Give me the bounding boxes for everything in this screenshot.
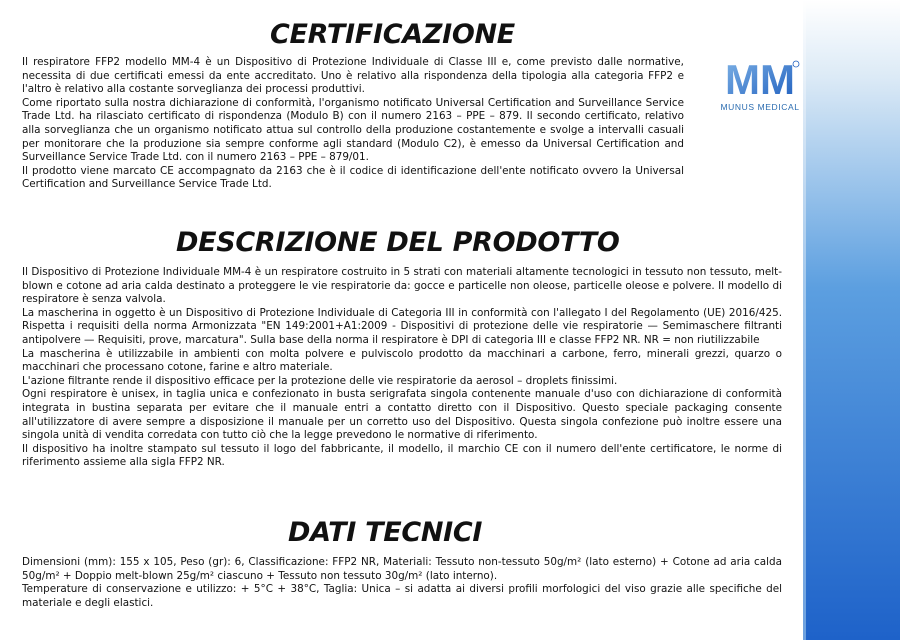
paragraph: La mascherina in oggetto è un Dispositivo di Protezione Individuale di Categoria III in conformità con l'allegato I del Regolamento (UE) 2016/425. Rispetta i requisiti della norma Armonizzata "EN 149:2001+A1:2009 - Dispositivi di protezione delle vie respiratorie — Semimaschere filtranti antipolvere — Requisiti, prove, marcatura". Sulla base della norma il respiratore è DPI di categoria III e classe FFP2 NR. NR = non riutilizzabile <box>22 306 782 346</box>
decorative-sidebar <box>803 0 900 640</box>
descrizione-body <box>22 266 782 470</box>
paragraph: L'azione filtrante rende il dispositivo efficace per la protezione delle vie respiratorie da aerosol – droplets finissimi. <box>22 374 618 387</box>
paragraph: Ogni respiratore è unisex, in taglia unica e confezionato in busta serigrafata singola contenente manuale d'uso con dichiarazione di conformità integrata in bustina separata per evitare che il manuale entri a contatto diretto con il Dispositivo. Questo speciale packaging consente all'utilizzatore di avere sempre a disposizione il manuale per un corretto uso del Dispositivo. Questa singola confezione può inoltre essere una singola unità di vendita corredata con tutto ciò che la legge prevedono le normative di riferimento. <box>22 388 782 442</box>
section-title-descrizione: DESCRIZIONE DEL PRODOTTO <box>176 227 620 258</box>
mm-logo-mark-icon <box>710 56 810 100</box>
munus-medical-logo <box>710 56 810 116</box>
paragraph: Temperature di conservazione e utilizzo: + 5°C + 38°C, Taglia: Unica – si adatta ai diversi profili morfologici del viso grazie alle specifiche del materiale e degli elastici. <box>22 583 782 609</box>
section-title-dati-tecnici: DATI TECNICI <box>288 517 483 548</box>
paragraph: Dimensioni (mm): 155 x 105, Peso (gr): 6, Classificazione: FFP2 NR, Materiali: Tessuto non-tessuto 50g/m² (lato esterno) + Cotone ad aria calda 50g/m² + Doppio melt-blown 25g/m² ciascuno + Tessuto non tessuto 30g/m² (lato interno). <box>22 556 782 582</box>
paragraph: Il dispositivo ha inoltre stampato sul tessuto il logo del fabbricante, il modello, il marchio CE con il numero dell'ente certificatore, le norme di riferimento assieme alla sigla FFP2 NR. <box>22 442 782 469</box>
certificazione-body <box>22 56 684 192</box>
paragraph: La mascherina è utilizzabile in ambienti con molta polvere e pulviscolo prodotto da macchinari a carbone, ferro, minerali grezzi, quarzo o macchinari che processano cotone, farine e altro materiale. <box>22 347 782 374</box>
paragraph: Il prodotto viene marcato CE accompagnato da 2163 che è il codice di identificazione dell'ente notificato ovvero la Universal Certification and Surveillance Service Trade Ltd. <box>22 164 684 191</box>
paragraph: Il respiratore FFP2 modello MM-4 è un Dispositivo di Protezione Individuale di Classe III e, come previsto dalle normative, necessita di due certificati emessi da ente accreditato. Uno è relativo alla rispondenza della tipologia alla categoria FFP2 e l'altro è relativo alla costante sorveglianza dei processi produttivi. <box>22 56 684 96</box>
document-page <box>22 0 800 640</box>
paragraph: Come riportato sulla nostra dichiarazione di conformità, l'organismo notificato Universal Certification and Surveillance Service Trade Ltd. ha rilasciato certificato di rispondenza (Modulo B) con il numero 2163 – PPE – 879. Il secondo certificato, relativo alla sorveglianza che un organismo notificato attua sul controllo della produzione costantemente e svolge a intervalli casuali per monitorare che la produzione sia sempre conforme agli standard (Modulo C2), è emesso da Universal Certification and Surveillance Service Trade Ltd. con il numero 2163 – PPE – 879/01. <box>22 96 684 164</box>
logo-caption: MUNUS MEDICAL <box>720 102 800 112</box>
section-title-certificazione: CERTIFICAZIONE <box>270 19 515 50</box>
paragraph: Il Dispositivo di Protezione Individuale MM-4 è un respiratore costruito in 5 strati con materiali altamente tecnologici in tessuto non tessuto, melt-blown e cotone ad aria calda destinato a proteggere le vie respiratorie da: gocce e particelle non oleose, particelle oleose e polvere. Il modello di respiratore è senza valvola. <box>22 266 782 306</box>
logo-mark-text: MM <box>725 56 795 100</box>
dati-tecnici-body <box>22 556 782 610</box>
